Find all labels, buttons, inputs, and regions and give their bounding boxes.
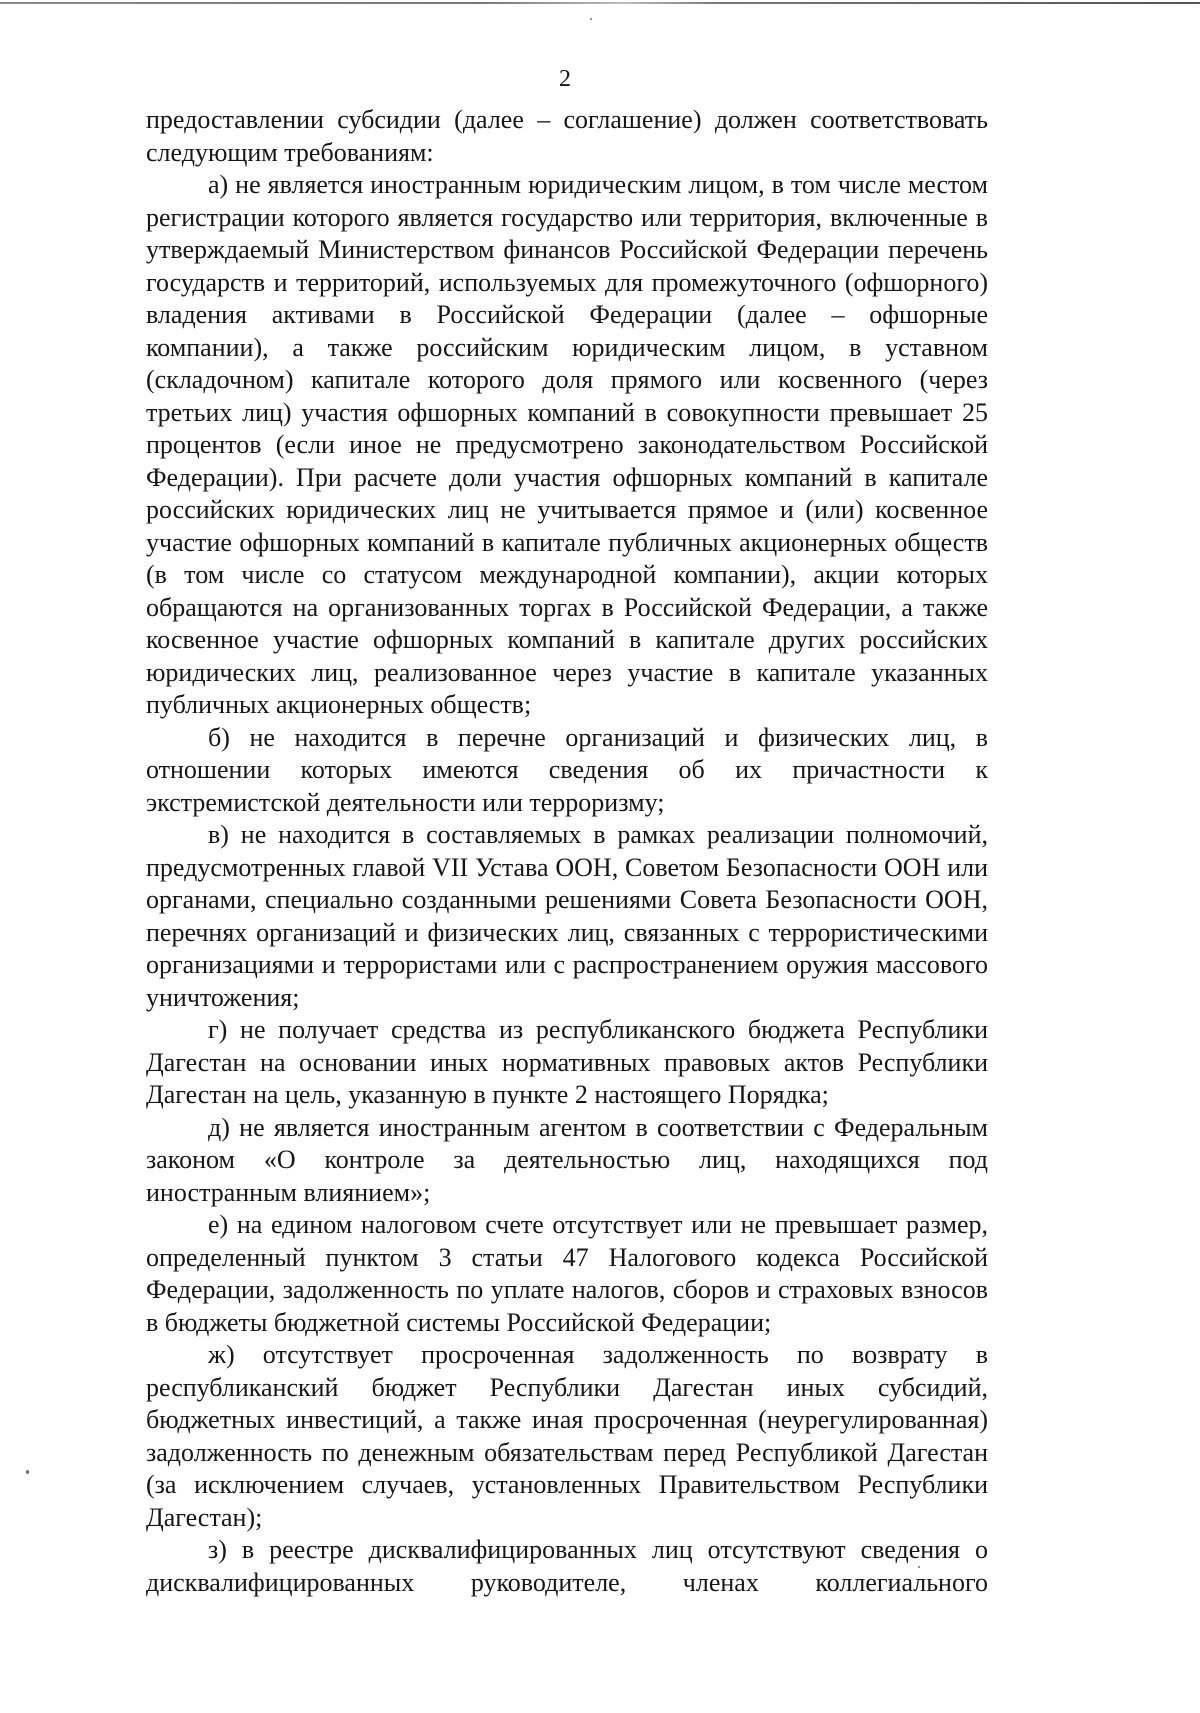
scan-speck: [918, 1566, 920, 1568]
paragraph-item-d: д) не является иностранным агентом в соответствии с Федеральным законом «О контроле за деятельностью лиц, находящихся под иностранным влиянием»;: [146, 1112, 988, 1207]
paragraph-item-e: е) на едином налоговом счете отсутствует или не превышает размер, определенный пунктом 3 статьи 47 Налогового кодекса Российской Федерации, задолженность по уплате налогов, сборов и страховых взносов в бюджеты бюджетной системы Российской Федерации;: [146, 1210, 988, 1337]
page-number: 2: [559, 66, 571, 92]
paragraph-item-a: а) не является иностранным юридическим лицом, в том числе местом регистрации которого является государство или территория, включенные в утверждаемый Министерством финансов Российской Федерации перечень государств и территорий, используемых для промежуточного (офшорного) владения активами в Российской Федерации (далее – офшорные компании), а также российским юридическим лицом, в уставном (складочном) капитале которого доля прямого или косвенного (через третьих лиц) участия офшорных компаний в совокупности превышает 25 процентов (если иное не предусмотрено законодательством Российской Федерации). При расчете доли участия офшорных компаний в капитале российских юридических лиц не учитывается прямое и (или) косвенное участие офшорных компаний в капитале публичных акционерных обществ (в том числе со статусом международной компании), акции которых обращаются на организованных торгах в Российской Федерации, а также косвенное участие офшорных компаний в капитале других российских юридических лиц, реализованное через участие в капитале указанных публичных акционерных обществ;: [146, 170, 988, 719]
paragraph-item-v: в) не находится в составляемых в рамках реализации полномочий, предусмотренных главой VII Устава ООН, Советом Безопасности ООН или органами, специально созданными решениями Совета Безопасности ООН, перечнях организаций и физических лиц, связанных с террористическими организациями и террористами или с распространением оружия массового уничтожения;: [146, 820, 988, 1012]
paragraph-item-zh: ж) отсутствует просроченная задолженность по возврату в республиканский бюджет Республики Дагестан иных субсидий, бюджетных инвестиций, а также иная просроченная (неурегулированная) задолженность по денежным обязательствам перед Республикой Дагестан (за исключением случаев, установленных Правительством Республики Дагестан);: [146, 1340, 988, 1532]
scan-speck: [590, 18, 592, 20]
scan-speck: [26, 1470, 29, 1474]
paragraph-intro: предоставлении субсидии (далее – соглашение) должен соответствовать следующим требованиям:: [146, 105, 988, 167]
paragraph-item-z: з) в реестре дисквалифицированных лиц отсутствуют сведения о дисквалифицированных руководителе, членах коллегиального: [146, 1535, 988, 1597]
document-body: [146, 104, 988, 1599]
paragraph-item-b: б) не находится в перечне организаций и физических лиц, в отношении которых имеются сведения об их причастности к экстремистской деятельности или терроризму;: [146, 722, 988, 817]
scan-top-edge: [0, 2, 1200, 4]
paragraph-item-g: г) не получает средства из республиканского бюджета Республики Дагестан на основании иных нормативных правовых актов Республики Дагестан на цель, указанную в пункте 2 настоящего Порядка;: [146, 1015, 988, 1109]
